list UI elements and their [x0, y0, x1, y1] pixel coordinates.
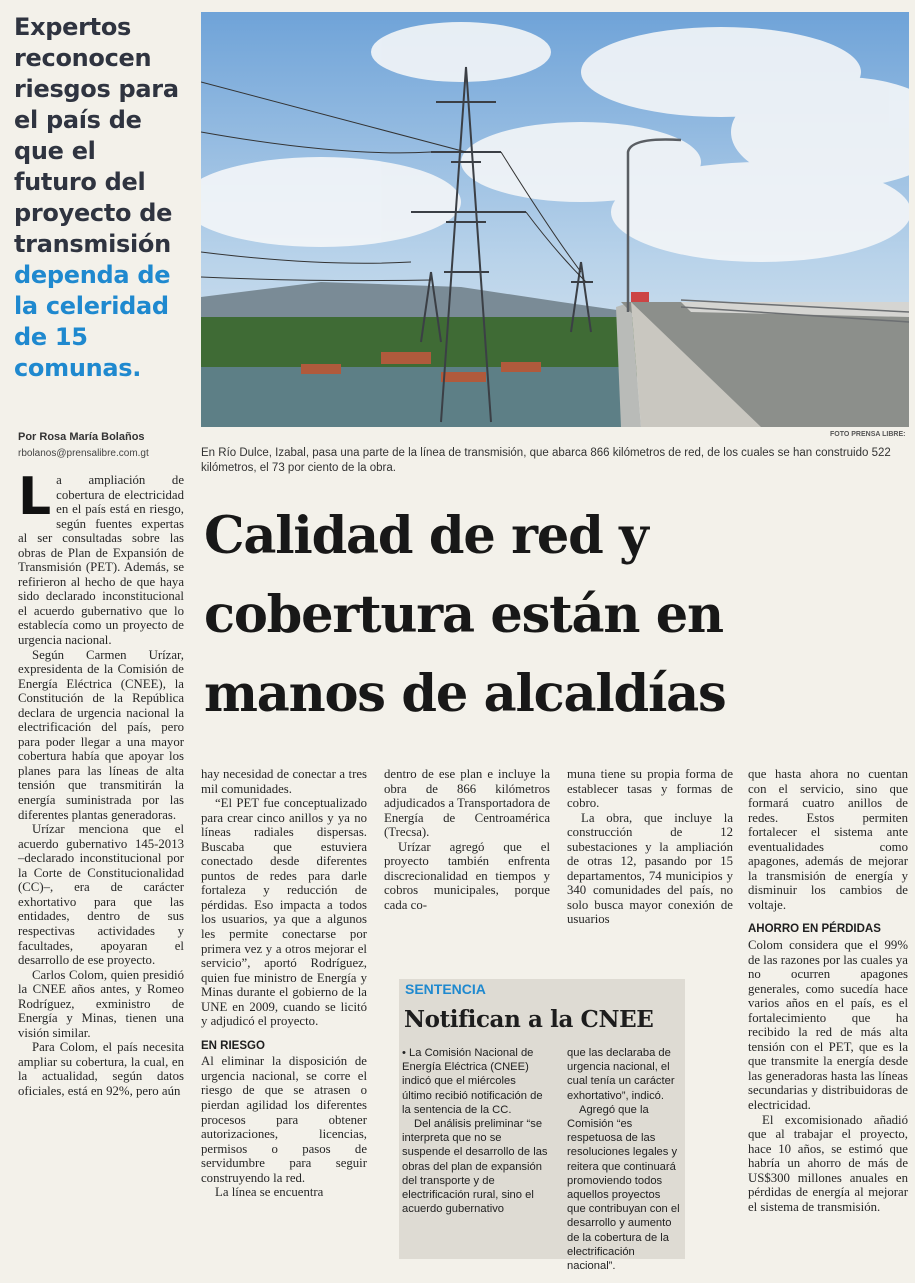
paragraph: Colom considera que el 99% de las razones por las cuales ya no ocurren apagones generales, como sucedía hace varios años en el país, es el fortalecimiento que ha recibido la red de más alta tensión con el PET, que es la que transmite la energía desde las generadoras hasta las líneas secundarias y distribuidoras de electricidad.: [748, 938, 908, 1113]
body-column-5: [748, 767, 908, 1214]
paragraph: que hasta ahora no cuentan con el servicio, sino que formará cuatro anillos de redes. Estos permiten fortalecer el sistema ante eventualidades como apagones, además de mejorar la transmisión de energía y disminuir los cambios de voltaje.: [748, 767, 908, 912]
paragraph: a ampliación de cobertura de electricidad en el país está en riesgo, según fuentes expertas al ser consultadas sobre las obras de Plan de Expansión de Transmisión (PET). Además, se refirieron al hecho de que haya sido declarado inconstitucional el acuerdo gubernativo que lo establecía como un proyecto de urgencia nacional.: [18, 473, 184, 648]
paragraph: “El PET fue conceptualizado para crear cinco anillos y ya no líneas radiales dispersas. Buscaba que estuviera conectado desde diferentes puntos de redes para darle fortaleza y reducción de pérdidas. Eso impacta a todos los usuarios, ya que a algunos les permite conectarse por primera vez y a otros mejorar el servicio”, aportó Rodríguez, quien fue ministro de Energía y Minas durante el gobierno de la UNE en 2009, cuando se licitó y adjudicó el proyecto.: [201, 796, 367, 1029]
subhead-ahorro: AHORRO EN PÉRDIDAS: [748, 923, 881, 936]
drop-cap: L: [18, 467, 52, 527]
photo-caption: En Río Dulce, Izabal, pasa una parte de la línea de transmisión, que abarca 866 kilómetros de red, de los cuales se han construido 522 kilómetros, el 73 por ciento de la obra.: [201, 447, 891, 474]
photo-credit: FOTO PRENSA LIBRE:: [830, 431, 906, 438]
paragraph: Para Colom, el país necesita ampliar su cobertura, la cual, en la actualidad, según datos oficiales, está en 92%, pero aún: [18, 1040, 184, 1098]
sidebar-column-1: [402, 1046, 548, 1216]
paragraph: Según Carmen Urízar, expresidenta de la Comisión de Energía Eléctrica (CNEE), la Constitución de la República declara de urgencia nacional la electrificación del país, pero para poder llegar a una mayor cobertura había que apoyar los planes para las líneas de alta tensión que transmitirán la energía suministrada por las diferentes plantas generadoras.: [18, 647, 184, 822]
paragraph: Agregó que la Comisión “es respetuosa de las resoluciones legales y reitera que continuará promoviendo todos aquellos proyectos que contribuyan con el desarrollo y aumento de la cobertura de la electrificación nacional”.: [567, 1103, 680, 1273]
deck-highlight: dependa de la celeridad de 15 comunas.: [14, 261, 171, 382]
body-column-2: [201, 767, 367, 1200]
paragraph: El excomisionado añadió que al trabajar el proyecto, hace 10 años, se estimó que habría un ahorro de más de US$300 millones anuales en pérdidas de energía al mejorar el sistema de transmisión.: [748, 1112, 908, 1214]
paragraph: La línea se encuentra: [215, 1185, 324, 1200]
subhead-en-riesgo: EN RIESGO: [201, 1039, 265, 1052]
paragraph: Carlos Colom, quien presidió la CNEE años antes, y Romeo Rodríguez, exministro de Energía y Minas, tienen una visión similar.: [18, 967, 184, 1040]
paragraph: Del análisis preliminar “se interpreta que no se suspende el desarrollo de las obras del plan de expansión del transporte y de electrificación rural, sino el acuerdo gubernativo: [402, 1118, 548, 1216]
paragraph: Urízar agregó que el proyecto también enfrenta discrecionalidad en tiempos y cobros municipales, porque cada co-: [384, 839, 550, 912]
sidebar-title: Notifican a la CNEE: [404, 1006, 654, 1033]
body-column-3: [384, 767, 550, 912]
paragraph: hay necesidad de conectar a tres mil comunidades.: [201, 767, 367, 796]
paragraph: • La Comisión Nacional de Energía Eléctrica (CNEE) indicó que el miércoles último recibió notificación de la sentencia de la CC.: [402, 1047, 543, 1116]
byline: Por Rosa María Bolaños: [18, 431, 145, 443]
paragraph: dentro de ese plan e incluye la obra de 866 kilómetros adjudicados a Transportadora de Energía de Centroamérica (Trecsa).: [384, 767, 550, 840]
deck-dark: Expertos reconocen riesgos para el país de que el futuro del proyecto de transmisión: [14, 13, 179, 258]
deck: [14, 12, 184, 384]
paragraph: Al eliminar la disposición de urgencia nacional, se corre el riesgo de que se atrasen o pierdan agilidad los diferentes procesos para obtener autorizaciones, licencias, permisos o pasos de servidumbre para seguir construyendo la red.: [201, 1054, 367, 1185]
paragraph: Urízar menciona que el acuerdo gubernativo 145-2013 –declarado inconstitucional por la Corte de Constitucionalidad (CC)–, era de carácter exhortativo para que las entidades, dentro de sus respectivas actividades y facultades, apoyaran el desarrollo de ese proyecto.: [18, 822, 184, 968]
headline: Calidad de red y cobertura están en manos de alcaldías: [204, 506, 726, 724]
body-column-1: [18, 467, 184, 1099]
paragraph: muna tiene su propia forma de establecer tasas y formas de cobro.: [567, 767, 733, 811]
paragraph: que las declaraba de urgencia nacional, el cual tenía un carácter exhortativo”, indicó.: [567, 1047, 675, 1102]
paragraph: La obra, que incluye la construcción de 12 subestaciones y la ampliación de otras 12, pasando por 15 departamentos, 74 municipios y 340 comunidades del país, no solo busca mayor conexión de usuarios: [567, 810, 733, 927]
author-email: rbolanos@prensalibre.com.gt: [18, 448, 149, 459]
body-column-4: [567, 767, 733, 927]
sidebar-kicker: SENTENCIA: [405, 981, 486, 997]
news-photo: [201, 12, 909, 427]
sidebar-column-2: [567, 1046, 682, 1273]
